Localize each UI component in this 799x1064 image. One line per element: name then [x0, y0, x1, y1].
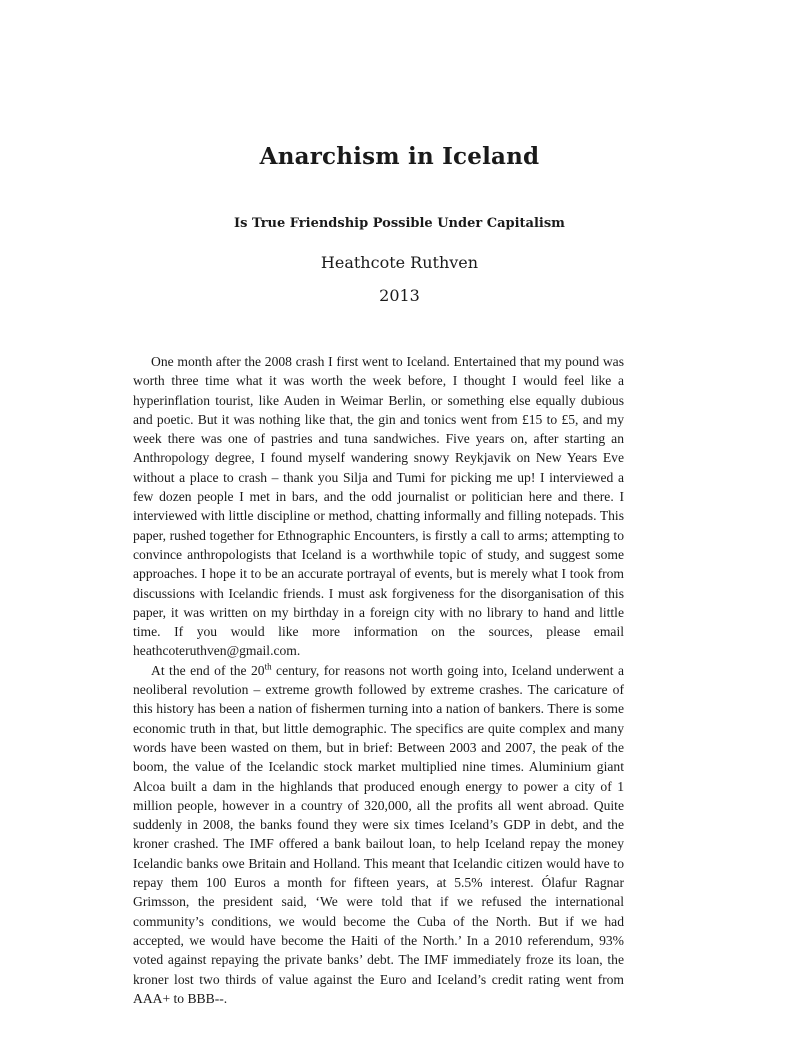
document-body — [133, 352, 624, 1008]
paragraph-history-start: At the end of the 20 — [151, 662, 265, 678]
document-title: Anarchism in Iceland — [259, 143, 540, 170]
paragraph-intro: One month after the 2008 crash I first went to Iceland. Entertained that my pound was worth three time what it was worth the week before, I thought I would feel like a hyperinflation tourist, like Auden in Weimar Berlin, or something else equally dubious and poetic. But it was nothing like that, the gin and tonics went from £15 to £5, and my week there was one of pastries and tuna sandwiches. Five years on, after starting an Anthropology degree, I found myself wandering snowy Reykjavik on New Years Eve without a place to crash – thank you Silja and Tumi for picking me up! I interviewed a few dozen people I met in bars, and the odd journalist or politician here and there. I interviewed with little discipline or method, chatting informally and filling notepads. This paper, rushed together for Ethnographic Encounters, is firstly a call to arms; attempting to convince anthropologists that Iceland is a worthwhile topic of study, and suggest some approaches. I hope it to be an accurate portrayal of events, but is merely what I took from discussions with Icelandic friends. I must ask forgiveness for the disorganisation of this paper, it was written on my birthday in a foreign city with no library to hand and little time. If you would like more information on the sources, please email heathcoteruthven@gmail.com. — [133, 354, 624, 659]
century-superscript: th — [264, 661, 272, 672]
paragraph-history-rest: century, for reasons not worth going into, Iceland underwent a neoliberal revolution – extreme growth followed by extreme crashes. The caricature of this history has been a nation of fishermen turning into a nation of bankers. There is some economic truth in that, but little demographic. The specifics are quite complex and many words have been wasted on them, but in brief: Between 2003 and 2007, the peak of the boom, the value of the Icelandic stock market multiplied nine times. Aluminium giant Alcoa built a dam in the highlands that produced enough energy to power a city of 1 million people, however in a country of 320,000, all the profits all went abroad. Quite suddenly in 2008, the banks found they were six times Iceland’s GDP in debt, and the kroner crashed. The IMF offered a bank bailout loan, to help Iceland repay the money Icelandic banks owe Britain and Holland. This meant that Icelandic citizen would have to repay them 100 Euros a month for fifteen years, at 5.5% interest. Ólafur Ragnar Grimsson, the president said, ‘We were told that if we refused the international community’s conditions, we would become the Cuba of the North. But if we had accepted, we would have become the Haiti of the North.’ In a 2010 referendum, 93% voted against repaying the private banks’ debt. The IMF immediately froze its loan, the kroner lost two thirds of value against the Euro and Iceland’s credit rating went from AAA+ to BBB--. — [133, 662, 624, 1006]
paragraph-history — [133, 661, 624, 1008]
document-author: Heathcote Ruthven — [320, 253, 479, 272]
document-subtitle: Is True Friendship Possible Under Capitalism — [234, 216, 565, 231]
document-date: 2013 — [379, 286, 420, 305]
